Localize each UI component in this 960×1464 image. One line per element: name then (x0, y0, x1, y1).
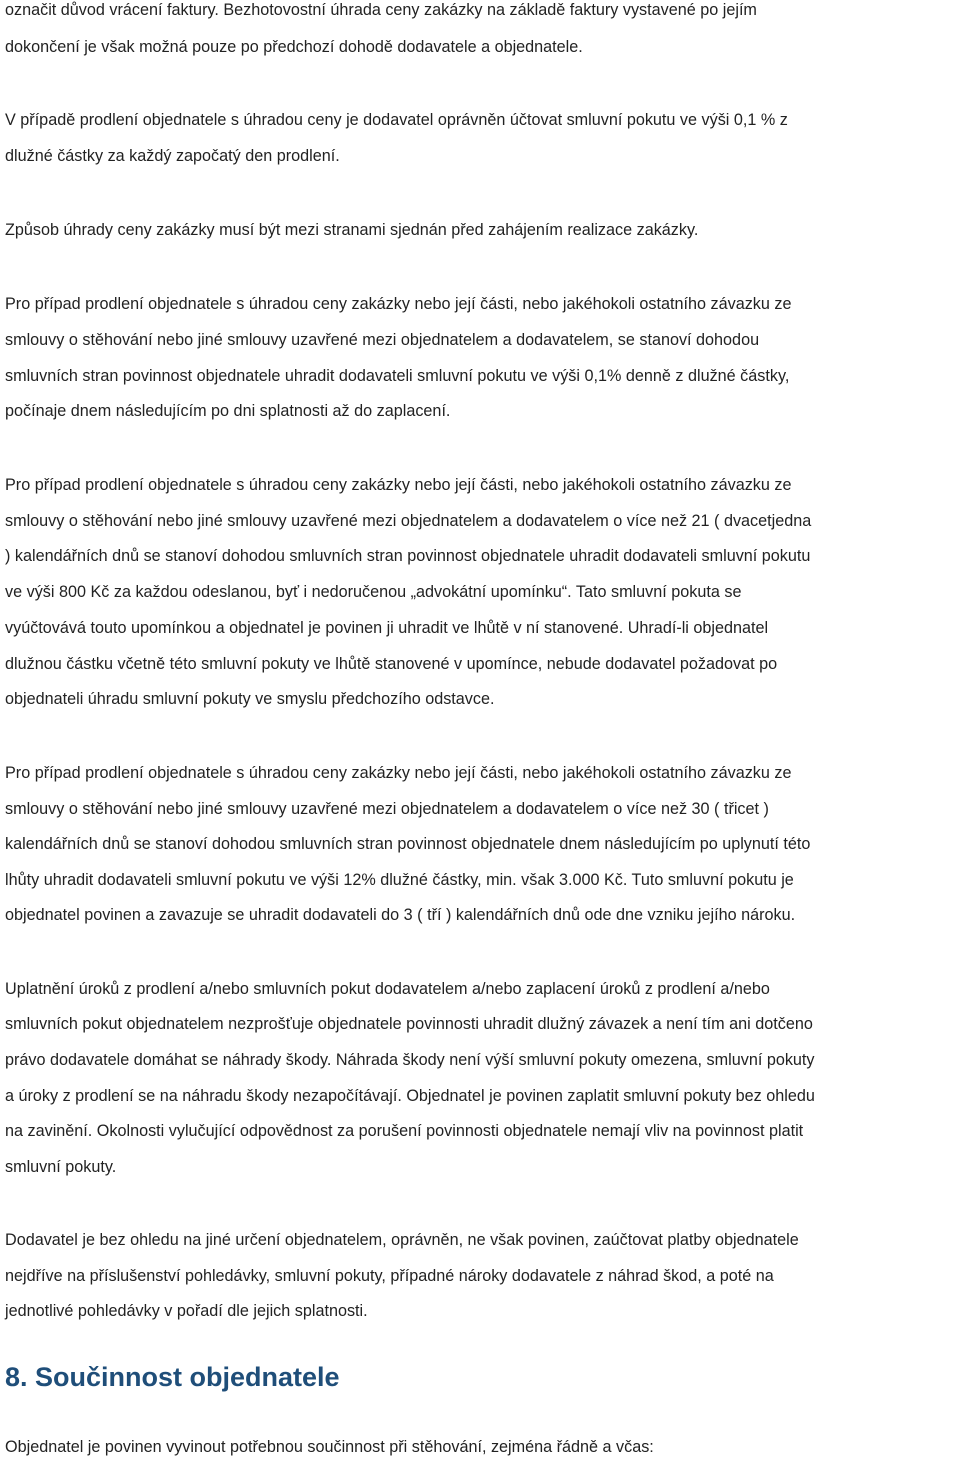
text-line: smluvní pokuty. (5, 1158, 117, 1176)
text-line: Dodavatel je bez ohledu na jiné určení objednatelem, oprávněn, ne však povinen, zaúčtovat platby objednatele (5, 1231, 799, 1249)
text-line: počínaje dnem následujícím po dni splatnosti až do zaplacení. (5, 402, 451, 420)
text-line: jednotlivé pohledávky v pořadí dle jejich splatnosti. (5, 1302, 368, 1320)
text-line: smlouvy o stěhování nebo jiné smlouvy uzavřené mezi objednatelem a dodavatelem, se stanoví dohodou (5, 331, 760, 349)
text-line: Pro případ prodlení objednatele s úhradou ceny zakázky nebo její části, nebo jakéhokoli ostatního závazku ze (5, 476, 792, 494)
text-line: kalendářních dnů se stanoví dohodou smluvních stran povinnost objednatele dnem následujícím po uplynutí této (5, 835, 811, 853)
text-line: Pro případ prodlení objednatele s úhradou ceny zakázky nebo její části, nebo jakéhokoli ostatního závazku ze (5, 295, 792, 313)
text-line: smluvních pokut objednatelem nezprošťuje objednatele povinnosti uhradit dlužný závazek a není tím ani dotčeno (5, 1015, 813, 1033)
text-line: označit důvod vrácení faktury. Bezhotovostní úhrada ceny zakázky na základě faktury vystavené po jejím (5, 1, 757, 19)
text-line: Uplatnění úroků z prodlení a/nebo smluvních pokut dodavatelem a/nebo zaplacení úroků z prodlení a/nebo (5, 980, 770, 998)
text-line: smluvních stran povinnost objednatele uhradit dodavateli smluvní pokutu ve výši 0,1% denně z dlužné částky, (5, 367, 790, 385)
text-line: a úroky z prodlení se na náhradu škody nezapočítávají. Objednatel je povinen zaplatit smluvní pokuty bez ohledu (5, 1087, 815, 1105)
text-line: smlouvy o stěhování nebo jiné smlouvy uzavřené mezi objednatelem a dodavatelem o více než 21 ( dvacetjedna (5, 512, 812, 530)
text-line: objednatel povinen a zavazuje se uhradit dodavateli do 3 ( tří ) kalendářních dnů ode dne vzniku jejího nároku. (5, 906, 796, 924)
text-line: nejdříve na příslušenství pohledávky, smluvní pokuty, případné nároky dodavatele z náhrad škod, a poté na (5, 1267, 774, 1285)
text-line: dokončení je však možná pouze po předchozí dohodě dodavatele a objednatele. (5, 38, 583, 56)
section-heading: 8. Součinnost objednatele (5, 1362, 340, 1392)
text-line: Objednatel je povinen vyvinout potřebnou součinnost při stěhování, zejména řádně a včas: (5, 1438, 654, 1456)
text-line: ve výši 800 Kč za každou odeslanou, byť i nedoručenou „advokátní upomínku“. Tato smluvní pokuta se (5, 583, 742, 601)
text-line: právo dodavatele domáhat se náhrady škody. Náhrada škody není výší smluvní pokuty omezena, smluvní pokuty (5, 1051, 815, 1069)
text-line: Pro případ prodlení objednatele s úhradou ceny zakázky nebo její části, nebo jakéhokoli ostatního závazku ze (5, 764, 792, 782)
text-line: dlužné částky za každý započatý den prodlení. (5, 147, 340, 165)
text-line: vyúčtovává touto upomínkou a objednatel je povinen ji uhradit ve lhůtě v ní stanovené. Uhradí-li objednatel (5, 619, 769, 637)
text-line: dlužnou částku včetně této smluvní pokuty ve lhůtě stanovené v upomínce, nebude dodavatel požadovat po (5, 655, 778, 673)
text-line: objednateli úhradu smluvní pokuty ve smyslu předchozího odstavce. (5, 690, 495, 708)
text-line: V případě prodlení objednatele s úhradou ceny je dodavatel oprávněn účtovat smluvní pokutu ve výši 0,1 % z (5, 111, 788, 129)
text-line: Způsob úhrady ceny zakázky musí být mezi stranami sjednán před zahájením realizace zakázky. (5, 221, 699, 239)
text-line: smlouvy o stěhování nebo jiné smlouvy uzavřené mezi objednatelem a dodavatelem o více než 30 ( třicet ) (5, 800, 769, 818)
text-line: ) kalendářních dnů se stanoví dohodou smluvních stran povinnost objednatele uhradit dodavateli smluvní pokutu (5, 547, 811, 565)
text-line: lhůty uhradit dodavateli smluvní pokutu ve výši 12% dlužné částky, min. však 3.000 Kč. Tuto smluvní pokutu je (5, 871, 794, 889)
text-line: na zavinění. Okolnosti vylučující odpovědnost za porušení povinnosti objednatele nemají vliv na povinnost platit (5, 1122, 804, 1140)
